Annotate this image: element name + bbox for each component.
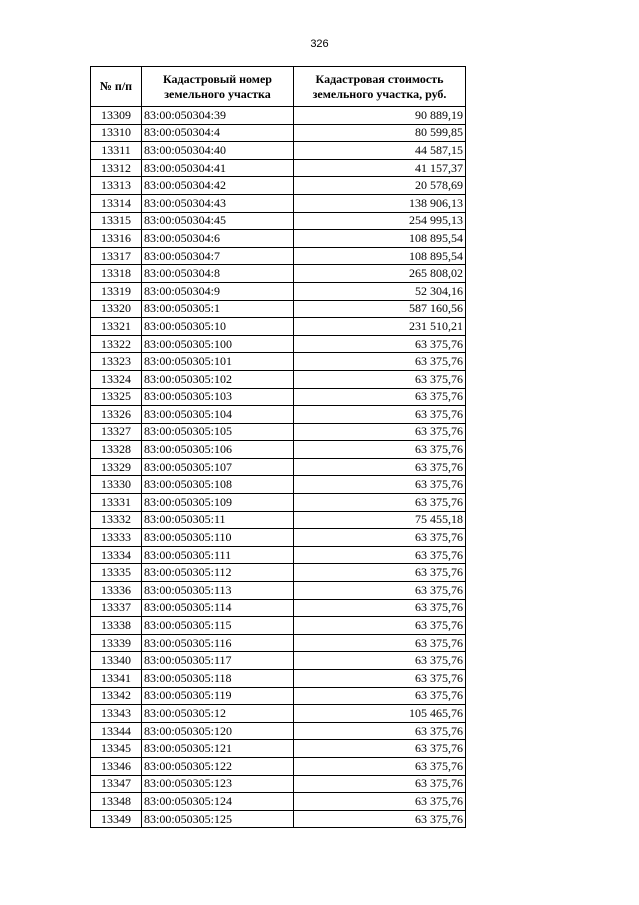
cadastral-value-cell: 265 808,02 xyxy=(294,265,466,283)
row-number-cell: 13332 xyxy=(91,511,142,529)
cadastral-value-cell: 108 895,54 xyxy=(294,230,466,248)
table-row xyxy=(91,423,466,441)
cadastral-value-cell: 63 375,76 xyxy=(294,757,466,775)
row-number-cell: 13323 xyxy=(91,353,142,371)
row-number-cell: 13310 xyxy=(91,124,142,142)
cadastral-number-cell: 83:00:050305:107 xyxy=(142,458,294,476)
table-row xyxy=(91,546,466,564)
cadastral-value-cell: 20 578,69 xyxy=(294,177,466,195)
table-header-row xyxy=(91,67,466,107)
row-number-cell: 13334 xyxy=(91,546,142,564)
cadastral-number-cell: 83:00:050305:106 xyxy=(142,441,294,459)
table-row xyxy=(91,230,466,248)
cadastral-value-cell: 587 160,56 xyxy=(294,300,466,318)
table-row xyxy=(91,705,466,723)
table-row xyxy=(91,670,466,688)
table-row xyxy=(91,529,466,547)
table-row xyxy=(91,142,466,160)
cadastral-number-cell: 83:00:050305:101 xyxy=(142,353,294,371)
cadastral-value-cell: 63 375,76 xyxy=(294,564,466,582)
row-number-cell: 13328 xyxy=(91,441,142,459)
row-number-cell: 13330 xyxy=(91,476,142,494)
row-number-cell: 13340 xyxy=(91,652,142,670)
row-number-cell: 13331 xyxy=(91,494,142,512)
table-row xyxy=(91,124,466,142)
cadastral-value-cell: 63 375,76 xyxy=(294,582,466,600)
row-number-cell: 13336 xyxy=(91,582,142,600)
cadastral-number-cell: 83:00:050305:110 xyxy=(142,529,294,547)
cadastral-number-cell: 83:00:050305:117 xyxy=(142,652,294,670)
cadastral-number-cell: 83:00:050304:43 xyxy=(142,194,294,212)
row-number-cell: 13314 xyxy=(91,194,142,212)
cadastral-number-cell: 83:00:050305:113 xyxy=(142,582,294,600)
cadastral-number-cell: 83:00:050305:103 xyxy=(142,388,294,406)
table-row xyxy=(91,265,466,283)
cadastral-value-cell: 63 375,76 xyxy=(294,670,466,688)
row-number-cell: 13319 xyxy=(91,282,142,300)
table-row xyxy=(91,353,466,371)
table-row xyxy=(91,793,466,811)
table-row xyxy=(91,441,466,459)
row-number-cell: 13325 xyxy=(91,388,142,406)
table-row xyxy=(91,757,466,775)
row-number-cell: 13329 xyxy=(91,458,142,476)
cadastral-value-cell: 63 375,76 xyxy=(294,494,466,512)
cadastral-value-table xyxy=(90,66,466,828)
table-row xyxy=(91,388,466,406)
cadastral-number-cell: 83:00:050304:6 xyxy=(142,230,294,248)
table-row xyxy=(91,370,466,388)
row-number-cell: 13347 xyxy=(91,775,142,793)
cadastral-number-cell: 83:00:050304:9 xyxy=(142,282,294,300)
row-number-cell: 13311 xyxy=(91,142,142,160)
table-row xyxy=(91,775,466,793)
cadastral-value-cell: 80 599,85 xyxy=(294,124,466,142)
cadastral-number-cell: 83:00:050305:124 xyxy=(142,793,294,811)
table-row xyxy=(91,511,466,529)
cadastral-value-cell: 63 375,76 xyxy=(294,441,466,459)
cadastral-number-cell: 83:00:050305:120 xyxy=(142,722,294,740)
header-row-number: № п/п xyxy=(91,67,142,107)
cadastral-number-cell: 83:00:050305:121 xyxy=(142,740,294,758)
table-row xyxy=(91,494,466,512)
row-number-cell: 13343 xyxy=(91,705,142,723)
table-row xyxy=(91,282,466,300)
row-number-cell: 13339 xyxy=(91,634,142,652)
table-row xyxy=(91,652,466,670)
row-number-cell: 13342 xyxy=(91,687,142,705)
cadastral-number-cell: 83:00:050304:4 xyxy=(142,124,294,142)
cadastral-value-cell: 63 375,76 xyxy=(294,458,466,476)
cadastral-number-cell: 83:00:050305:104 xyxy=(142,406,294,424)
table-row xyxy=(91,810,466,828)
cadastral-value-cell: 63 375,76 xyxy=(294,740,466,758)
cadastral-number-cell: 83:00:050304:39 xyxy=(142,107,294,125)
cadastral-value-cell: 63 375,76 xyxy=(294,529,466,547)
cadastral-value-cell: 63 375,76 xyxy=(294,634,466,652)
row-number-cell: 13333 xyxy=(91,529,142,547)
table-row xyxy=(91,599,466,617)
cadastral-value-cell: 41 157,37 xyxy=(294,159,466,177)
row-number-cell: 13349 xyxy=(91,810,142,828)
cadastral-number-cell: 83:00:050305:116 xyxy=(142,634,294,652)
row-number-cell: 13320 xyxy=(91,300,142,318)
table-row xyxy=(91,247,466,265)
cadastral-number-cell: 83:00:050304:8 xyxy=(142,265,294,283)
cadastral-number-cell: 83:00:050305:109 xyxy=(142,494,294,512)
cadastral-value-cell: 63 375,76 xyxy=(294,546,466,564)
cadastral-number-cell: 83:00:050305:122 xyxy=(142,757,294,775)
row-number-cell: 13338 xyxy=(91,617,142,635)
row-number-cell: 13348 xyxy=(91,793,142,811)
cadastral-value-cell: 90 889,19 xyxy=(294,107,466,125)
cadastral-number-cell: 83:00:050305:119 xyxy=(142,687,294,705)
cadastral-value-cell: 44 587,15 xyxy=(294,142,466,160)
row-number-cell: 13324 xyxy=(91,370,142,388)
cadastral-number-cell: 83:00:050305:100 xyxy=(142,335,294,353)
table-row xyxy=(91,212,466,230)
header-cadastral-value: Кадастровая стоимость земельного участка, руб. xyxy=(294,67,466,107)
cadastral-number-cell: 83:00:050305:111 xyxy=(142,546,294,564)
cadastral-number-cell: 83:00:050305:10 xyxy=(142,318,294,336)
row-number-cell: 13313 xyxy=(91,177,142,195)
cadastral-value-cell: 105 465,76 xyxy=(294,705,466,723)
cadastral-number-cell: 83:00:050305:115 xyxy=(142,617,294,635)
cadastral-value-cell: 63 375,76 xyxy=(294,423,466,441)
cadastral-number-cell: 83:00:050305:1 xyxy=(142,300,294,318)
row-number-cell: 13316 xyxy=(91,230,142,248)
cadastral-value-cell: 63 375,76 xyxy=(294,599,466,617)
cadastral-value-cell: 254 995,13 xyxy=(294,212,466,230)
row-number-cell: 13315 xyxy=(91,212,142,230)
row-number-cell: 13345 xyxy=(91,740,142,758)
cadastral-value-cell: 63 375,76 xyxy=(294,388,466,406)
table-row xyxy=(91,177,466,195)
row-number-cell: 13337 xyxy=(91,599,142,617)
header-cadastral-number: Кадастровый номер земельного участка xyxy=(142,67,294,107)
cadastral-number-cell: 83:00:050305:102 xyxy=(142,370,294,388)
cadastral-number-cell: 83:00:050305:125 xyxy=(142,810,294,828)
cadastral-number-cell: 83:00:050304:41 xyxy=(142,159,294,177)
cadastral-value-cell: 138 906,13 xyxy=(294,194,466,212)
table-row xyxy=(91,107,466,125)
row-number-cell: 13344 xyxy=(91,722,142,740)
cadastral-value-cell: 63 375,76 xyxy=(294,370,466,388)
table-body xyxy=(91,107,466,828)
cadastral-value-cell: 52 304,16 xyxy=(294,282,466,300)
cadastral-value-cell: 75 455,18 xyxy=(294,511,466,529)
cadastral-number-cell: 83:00:050305:123 xyxy=(142,775,294,793)
cadastral-number-cell: 83:00:050305:12 xyxy=(142,705,294,723)
table-row xyxy=(91,564,466,582)
table-row xyxy=(91,318,466,336)
cadastral-value-cell: 63 375,76 xyxy=(294,793,466,811)
cadastral-number-cell: 83:00:050305:114 xyxy=(142,599,294,617)
cadastral-number-cell: 83:00:050305:112 xyxy=(142,564,294,582)
cadastral-number-cell: 83:00:050304:45 xyxy=(142,212,294,230)
cadastral-value-cell: 231 510,21 xyxy=(294,318,466,336)
cadastral-value-cell: 63 375,76 xyxy=(294,476,466,494)
row-number-cell: 13326 xyxy=(91,406,142,424)
table-row xyxy=(91,476,466,494)
cadastral-number-cell: 83:00:050304:42 xyxy=(142,177,294,195)
row-number-cell: 13309 xyxy=(91,107,142,125)
cadastral-value-cell: 108 895,54 xyxy=(294,247,466,265)
cadastral-value-cell: 63 375,76 xyxy=(294,810,466,828)
table-row xyxy=(91,722,466,740)
cadastral-value-cell: 63 375,76 xyxy=(294,722,466,740)
cadastral-number-cell: 83:00:050305:118 xyxy=(142,670,294,688)
table-row xyxy=(91,634,466,652)
table-row xyxy=(91,617,466,635)
cadastral-value-cell: 63 375,76 xyxy=(294,353,466,371)
table-row xyxy=(91,687,466,705)
row-number-cell: 13322 xyxy=(91,335,142,353)
page-number: 326 xyxy=(310,38,329,50)
table-row xyxy=(91,194,466,212)
table-row xyxy=(91,406,466,424)
cadastral-value-cell: 63 375,76 xyxy=(294,406,466,424)
cadastral-number-cell: 83:00:050305:11 xyxy=(142,511,294,529)
table-row xyxy=(91,582,466,600)
row-number-cell: 13317 xyxy=(91,247,142,265)
cadastral-value-cell: 63 375,76 xyxy=(294,687,466,705)
row-number-cell: 13327 xyxy=(91,423,142,441)
row-number-cell: 13346 xyxy=(91,757,142,775)
row-number-cell: 13321 xyxy=(91,318,142,336)
table-row xyxy=(91,159,466,177)
row-number-cell: 13318 xyxy=(91,265,142,283)
row-number-cell: 13335 xyxy=(91,564,142,582)
cadastral-number-cell: 83:00:050304:7 xyxy=(142,247,294,265)
cadastral-number-cell: 83:00:050305:105 xyxy=(142,423,294,441)
table-row xyxy=(91,300,466,318)
cadastral-value-cell: 63 375,76 xyxy=(294,652,466,670)
cadastral-value-cell: 63 375,76 xyxy=(294,335,466,353)
table-row xyxy=(91,740,466,758)
cadastral-value-cell: 63 375,76 xyxy=(294,617,466,635)
table-row xyxy=(91,458,466,476)
cadastral-number-cell: 83:00:050304:40 xyxy=(142,142,294,160)
table-row xyxy=(91,335,466,353)
cadastral-number-cell: 83:00:050305:108 xyxy=(142,476,294,494)
row-number-cell: 13341 xyxy=(91,670,142,688)
row-number-cell: 13312 xyxy=(91,159,142,177)
cadastral-value-cell: 63 375,76 xyxy=(294,775,466,793)
